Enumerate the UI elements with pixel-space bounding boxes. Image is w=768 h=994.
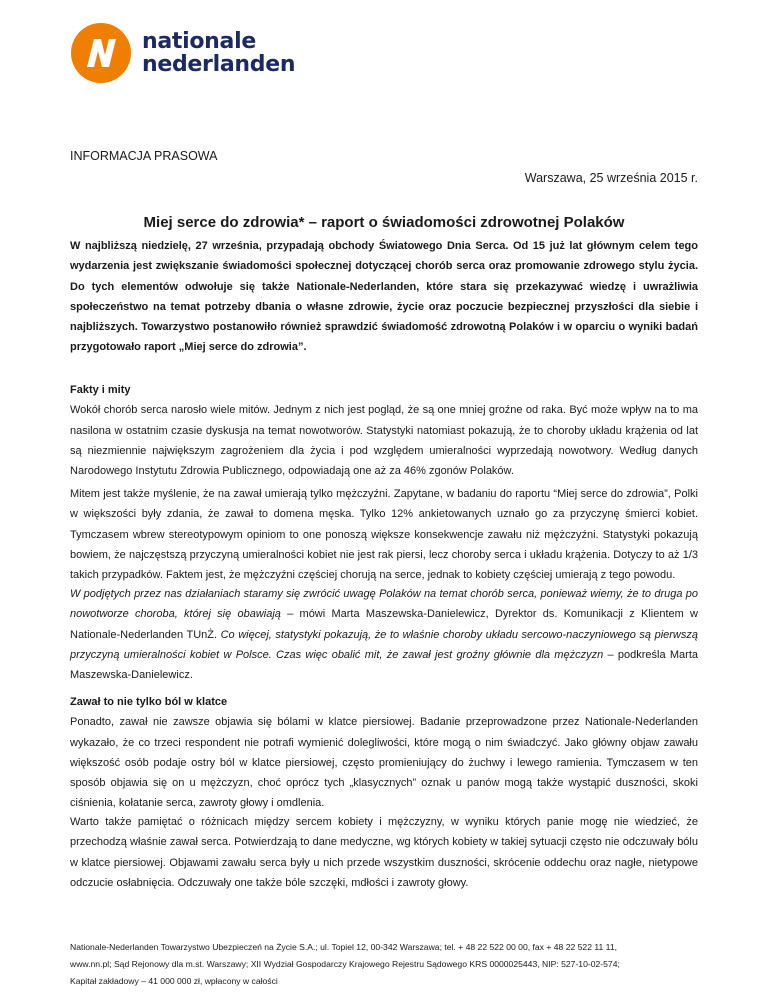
section-myth-paragraph — [70, 484, 698, 585]
body-paragraph: Wokół chorób serca narosło wiele mitów. Jednym z nich jest pogląd, że są one mniej groźne od raka. Być może wpływ na to ma nasilona w ostatnim czasie dyskusja na temat nowotworów. Statystyki natomiast pokazują, że to choroby układu krążenia od lat są niezmiennie największym zagrożeniem dla życia i pod względem umieralności wyprzedają nowotwory. Według danych Narodowego Instytutu Zdrowia Publicznego, odpowiadają one aż za 46% zgonów Polaków. — [70, 404, 698, 478]
quote-attribution: – mówi Marta Maszewska-Danielewicz, Dyrektor ds. Komunikacji z Klientem w Nationale-Nederlanden TUnŻ. — [70, 608, 698, 641]
logo-wordmark — [142, 30, 295, 76]
section-heading: Fakty i mity — [70, 384, 131, 396]
body-paragraph: Ponadto, zawał nie zawsze objawia się bólami w klatce piersiowej. Badanie przeprowadzone przez Nationale-Nederlanden wykazało, że co trzeci respondent nie potrafi wymienić dolegliwości, które mogą o nim świadczyć. Jako główny objaw zawału większość osób podaje ostry ból w klatce piersiowej, często promieniujący do żuchwy i lewego ramienia. Tymczasem w ten sposób objawia się on u mężczyzn, choć oprócz tych „klasycznych” oznak u panów mogą także wystąpić duszności, skoki ciśnienia, kołatanie serca, zawroty głowy i omdlenia. — [70, 716, 698, 810]
footer-line: www.nn.pl; Sąd Rejonowy dla m.st. Warszawy; XII Wydział Gospodarczy Krajowego Rejestru Sądowego KRS 0000025443, NIP: 527-10-02-574; — [70, 959, 620, 969]
logo-line-2: nederlanden — [142, 52, 296, 77]
nn-logo-icon — [70, 22, 132, 84]
lead-paragraph-block — [70, 236, 698, 358]
quote-paragraph — [70, 584, 698, 685]
document-date: Warszawa, 25 września 2015 r. — [524, 171, 698, 185]
section-facts — [70, 380, 698, 481]
logo-line-1: nationale — [142, 29, 256, 54]
document-label: INFORMACJA PRASOWA — [70, 149, 218, 163]
body-paragraph: Warto także pamiętać o różnicach między sercem kobiety i mężczyzny, w wyniku których panie mogę nie wiedzieć, że przechodzą właśnie zawał serca. Potwierdzają to dane medyczne, wg których kobiety w takiej sytuacji często nie odczuwały bólu w klatce piersiowej. Objawami zawału serca były u nich przede wszystkim duszności, skrócenie oddechu oraz nagłe, nietypowe odczucie osłabnięcia. Odczuwały one także bóle szczęki, mdłości i zawroty głowy. — [70, 816, 698, 889]
body-paragraph: Mitem jest także myślenie, że na zawał umierają tylko mężczyźni. Zapytane, w badaniu do raportu “Miej serce do zdrowia”, Polki w większości były zdania, że zawał to domena męska. Tylko 12% ankietowanych uznało go za przyczynę śmierci kobiet. Tymczasem wbrew stereotypowym opiniom to one ponoszą większe konsekwencje zawału niż mężczyźni. Statystyki pokazują bowiem, że najczęstszą przyczyną umieralności kobiet nie jest rak piersi, lecz choroby serca i układu krążenia. Dotyczy to aż 1/3 takich przypadków. Faktem jest, że mężczyźni częściej chorują na serce, jednak to kobiety częściej umierają z tego powodu. — [70, 488, 698, 582]
quote-italic: W podjętych przez nas działaniach staramy się zwrócić uwagę Polaków na temat chorób serca, ponieważ wiemy, że to druga po nowotworze choroba, której się obawiają — [70, 588, 698, 621]
page-footer — [70, 939, 698, 990]
footer-line: Nationale-Nederlanden Towarzystwo Ubezpieczeń na Życie S.A.; ul. Topiel 12, 00-342 Warszawa; tel. + 48 22 522 00 00, fax + 48 22 522 11 11, — [70, 942, 617, 952]
quote-attribution: – podkreśla Marta Maszewska-Danielewicz. — [70, 648, 698, 682]
footer-line: Kapitał zakładowy – 41 000 000 zł, wpłacony w całości — [70, 976, 278, 986]
section-heading: Zawał to nie tylko ból w klatce — [70, 696, 228, 708]
lead-paragraph: W najbliższą niedzielę, 27 września, przypadają obchody Światowego Dnia Serca. Od 15 już lat głównym celem tego wydarzenia jest zwiększanie świadomości społecznej dotyczącej chorób serca oraz promowanie zdrowego stylu życia. Do tych elementów odwołuje się także Nationale-Nederlanden, które stara się przekazywać wiedzę i uwrażliwia społeczeństwo na temat potrzeby dbania o własne zdrowie, życie oraz poczucie bezpiecznej przyszłości dla siebie i najbliższych. Towarzystwo postanowiło również sprawdzić świadomość zdrowotną Polaków i w oparciu o wyniki badań przygotowało raport „Miej serce do zdrowia”. — [70, 240, 698, 354]
page-title: Miej serce do zdrowia* – raport o świadomości zdrowotnej Polaków — [143, 214, 625, 231]
section-symptoms — [70, 692, 698, 814]
company-logo — [70, 22, 295, 84]
section-symptoms-paragraph — [70, 812, 698, 893]
quote-italic: Co więcej, statystyki pokazują, że to właśnie choroby układu sercowo-naczyniowego są pierwszą przyczyną umieralności kobiet w Polsce. Czas więc obalić mit, że zawał jest groźny głównie dla mężczyzn — [70, 628, 698, 661]
